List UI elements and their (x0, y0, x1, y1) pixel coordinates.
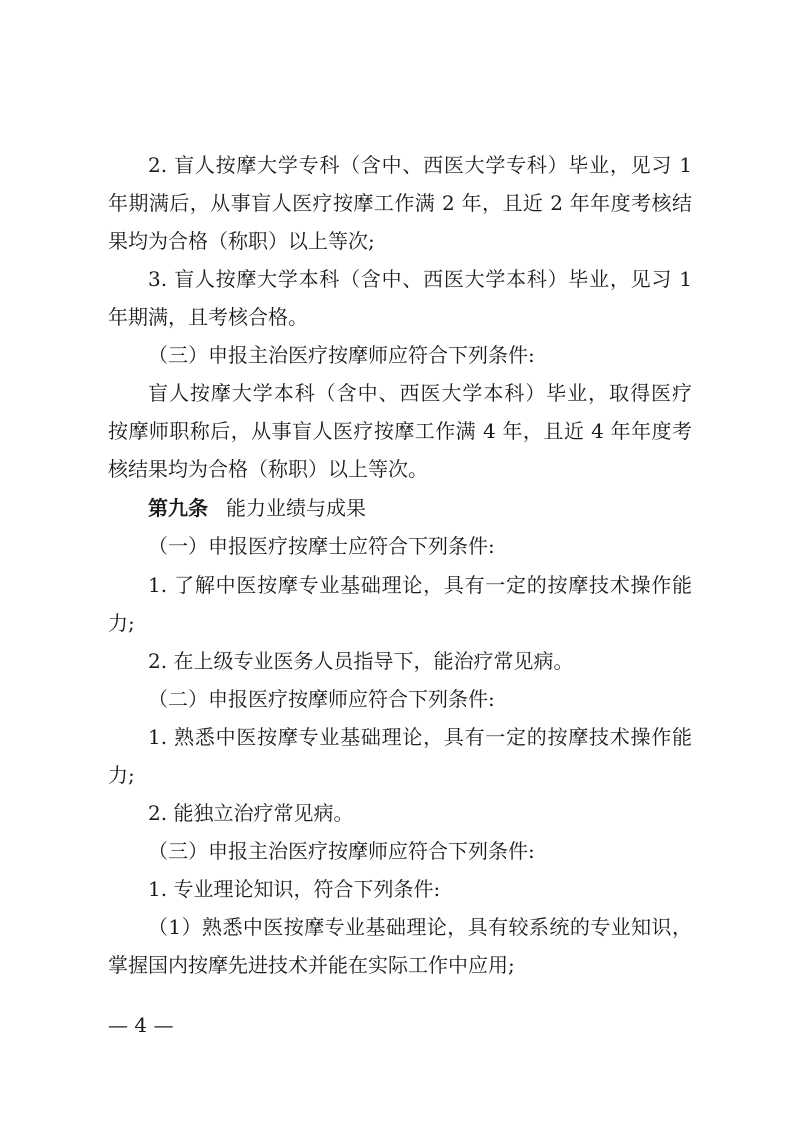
paragraph-line: （1）熟悉中医按摩专业基础理论，具有较系统的专业知识， (148, 915, 692, 939)
section-heading: （三）申报主治医疗按摩师应符合下列条件: (148, 839, 535, 863)
paragraph-line: 年期满后，从事盲人医疗按摩工作满 2 年，且近 2 年年度考核结 (108, 191, 692, 215)
paragraph-line: 果均为合格（称职）以上等次; (108, 229, 375, 253)
paragraph-line: 3. 盲人按摩大学本科（含中、西医大学本科）毕业，见习 1 (148, 267, 692, 291)
paragraph-line: 掌握国内按摩先进技术并能在实际工作中应用; (108, 953, 515, 977)
paragraph-line: 1. 熟悉中医按摩专业基础理论，具有一定的按摩技术操作能 (148, 725, 692, 749)
paragraph-line: 盲人按摩大学本科（含中、西医大学本科）毕业，取得医疗 (148, 381, 692, 405)
paragraph-line: 2. 能独立治疗常见病。 (148, 801, 354, 825)
article-label: 第九条 (148, 496, 208, 520)
paragraph-line: 2. 在上级专业医务人员指导下，能治疗常见病。 (148, 649, 574, 673)
paragraph-line: 2. 盲人按摩大学专科（含中、西医大学专科）毕业，见习 1 (148, 153, 692, 177)
article-title: 能力业绩与成果 (226, 496, 366, 520)
paragraph-line: 力; (108, 611, 135, 635)
section-heading: （二）申报医疗按摩师应符合下列条件: (148, 687, 495, 711)
paragraph-line: 力; (108, 763, 135, 787)
paragraph-line: 1. 了解中医按摩专业基础理论，具有一定的按摩技术操作能 (148, 573, 692, 597)
page-number: — 4 — (108, 1013, 174, 1037)
paragraph-line: 核结果均为合格（称职）以上等次。 (108, 457, 428, 481)
paragraph-line: 年期满，且考核合格。 (108, 305, 308, 329)
paragraph-line: 按摩师职称后，从事盲人医疗按摩工作满 4 年，且近 4 年年度考 (108, 419, 692, 443)
paragraph-line: 1. 专业理论知识，符合下列条件: (148, 877, 441, 901)
article-heading (148, 495, 692, 521)
section-heading: （三）申报主治医疗按摩师应符合下列条件: (148, 343, 535, 367)
section-heading: （一）申报医疗按摩士应符合下列条件: (148, 534, 495, 558)
